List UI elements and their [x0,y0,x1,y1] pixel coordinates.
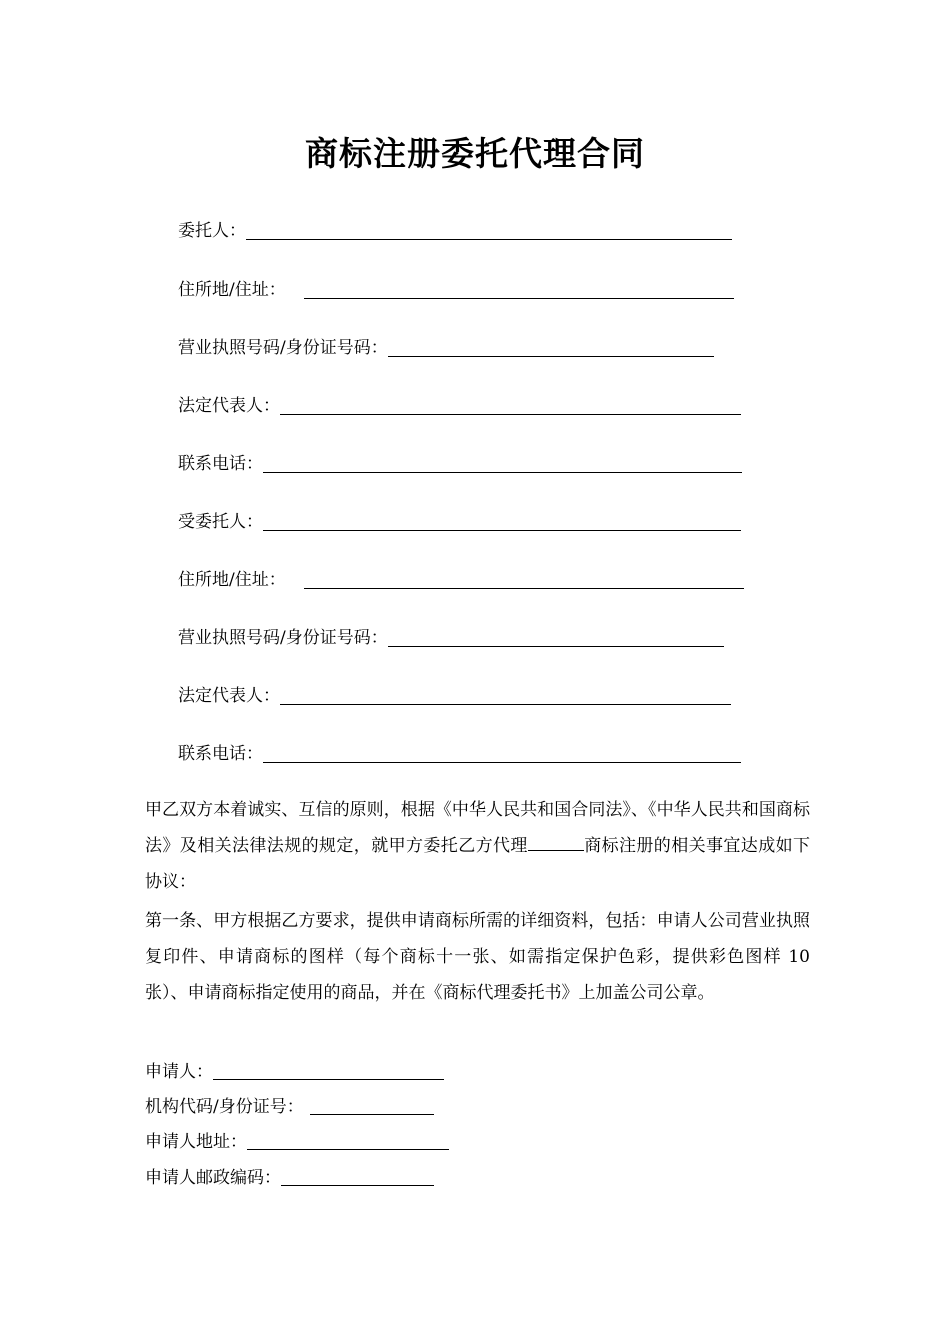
principal-phone-field [178,447,742,475]
field-label: 申请人： [145,1062,213,1082]
field-label: 申请人地址： [145,1132,247,1152]
agent-name-field [178,505,741,533]
fill-in-line [310,1094,434,1115]
fill-in-line [388,626,724,647]
fill-in-line [281,1165,434,1186]
field-label: 营业执照号码/身份证号码： [178,338,388,358]
field-label: 住所地/住址： [178,280,286,300]
field-label: 联系电话： [178,454,263,474]
agent-legal-rep-field [178,679,731,707]
intro-text-end: 商标注册的相关事宜达成如下协议： [145,836,811,892]
agent-phone-field [178,737,741,765]
field-label: 受委托人： [178,512,263,532]
fill-in-line [263,742,741,763]
field-label: 申请人邮政编码： [145,1168,281,1188]
principal-address-field [178,273,734,301]
intro-paragraph [145,792,810,900]
fill-in-line [304,278,734,299]
fill-in-line [246,219,732,240]
fill-in-line [304,568,744,589]
principal-name-field [178,214,732,242]
applicant-id-field [145,1092,434,1118]
principal-license-field [178,331,714,359]
field-label: 法定代表人： [178,686,280,706]
field-label: 住所地/住址： [178,570,286,590]
applicant-name-field [145,1057,444,1083]
fill-in-line [213,1059,444,1080]
applicant-postcode-field [145,1163,434,1189]
agent-address-field [178,563,744,591]
document-title: 商标注册委托代理合同 [305,134,645,173]
field-label: 法定代表人： [178,396,280,416]
field-label: 营业执照号码/身份证号码： [178,628,388,648]
fill-in-line [263,510,741,531]
fill-in-line [280,394,741,415]
article-1-paragraph: 第一条、甲方根据乙方要求，提供申请商标所需的详细资料，包括：申请人公司营业执照复印件、申请商标的图样（每个商标十一张、如需指定保护色彩，提供彩色图样 10 张）、申请商标指定使用的商品，并在《商标代理委托书》上加盖公司公章。 [145,911,810,1003]
fill-in-line [388,336,714,357]
field-label: 委托人： [178,221,246,241]
fill-in-line [263,452,742,473]
intro-text: 甲乙双方本着诚实、互信的原则，根据《中华人民共和国合同法》、《中华人民共和国商标法》及相关法律法规的规定，就甲方委托乙方代理 [145,800,810,856]
fill-in-line [280,684,731,705]
field-label: 机构代码/身份证号： [145,1097,304,1117]
agent-license-field [178,621,724,649]
applicant-address-field [145,1127,449,1153]
fill-in-line [247,1129,449,1150]
principal-legal-rep-field [178,389,741,417]
field-label: 联系电话： [178,744,263,764]
trademark-blank-line [528,832,584,851]
